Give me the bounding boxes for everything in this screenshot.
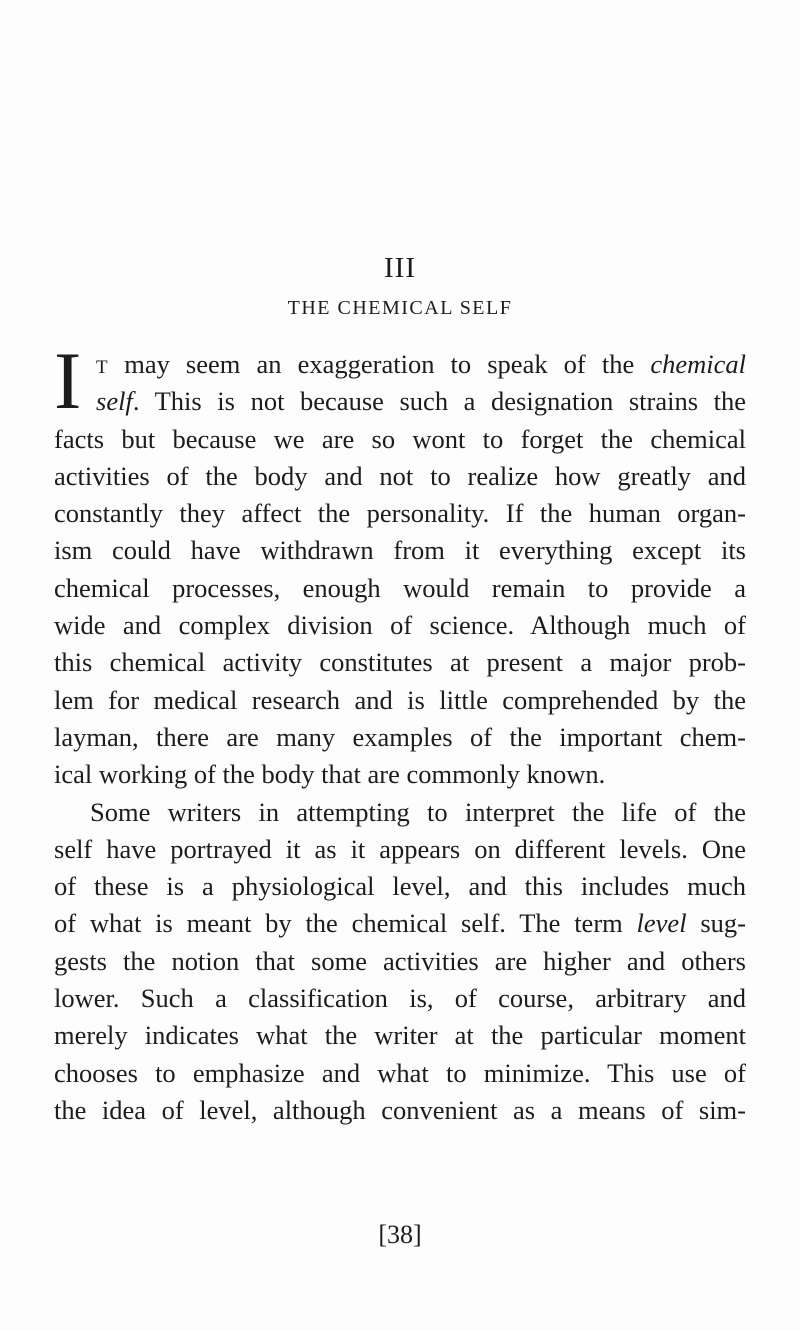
text-line: lem for medical research and is little comprehended by the [54, 684, 746, 715]
chapter-number: III [384, 252, 416, 284]
text-line: of these is a physiological level, and this includes much [54, 871, 746, 902]
text-line: Some writers in attempting to interpret the life of the [90, 796, 746, 827]
text-line: constantly they affect the personality. If the human organ- [54, 498, 746, 529]
drop-cap: I [54, 335, 82, 426]
text-line [54, 346, 746, 383]
text-line [54, 383, 746, 420]
italic-word: chemical [650, 349, 746, 379]
text-line: facts but because we are so wont to forget the chemical [54, 423, 746, 454]
text-line: merely indicates what the writer at the particular moment [54, 1020, 746, 1051]
small-cap-letter: T [96, 357, 109, 378]
text-line: chemical processes, enough would remain to provide a [54, 572, 746, 603]
page-number: [38] [378, 1220, 422, 1249]
text-fragment: . This is not because such a designation strains the [132, 386, 746, 417]
text-line: the idea of level, although convenient as a means of sim- [54, 1094, 746, 1125]
text-line [54, 905, 746, 942]
chapter-title: THE CHEMICAL SELF [287, 297, 513, 319]
text-line: ical working of the body that are commonly known. [54, 759, 606, 790]
text-line: wide and complex division of science. Although much of [54, 610, 746, 641]
text-line: lower. Such a classification is, of course, arbitrary and [54, 983, 746, 1014]
text-line: ism could have withdrawn from it everything except its [54, 535, 746, 566]
text-line: layman, there are many examples of the important chem- [54, 721, 746, 752]
text-fragment: of what is meant by the chemical self. The term [54, 908, 637, 939]
italic-word: self [96, 386, 133, 417]
text-line: chooses to emphasize and what to minimize. This use of [54, 1057, 746, 1088]
text-line: this chemical activity constitutes at present a major prob- [54, 647, 746, 678]
body-text [54, 335, 746, 1129]
italic-word: level [636, 908, 687, 939]
text-fragment: may seem an exaggeration to speak of the [108, 349, 651, 379]
text-line: activities of the body and not to realize how greatly and [54, 460, 746, 491]
text-fragment: sug- [686, 908, 746, 939]
text-line: gests the notion that some activities are higher and others [54, 945, 746, 976]
text-line: self have portrayed it as it appears on different levels. One [54, 833, 746, 864]
